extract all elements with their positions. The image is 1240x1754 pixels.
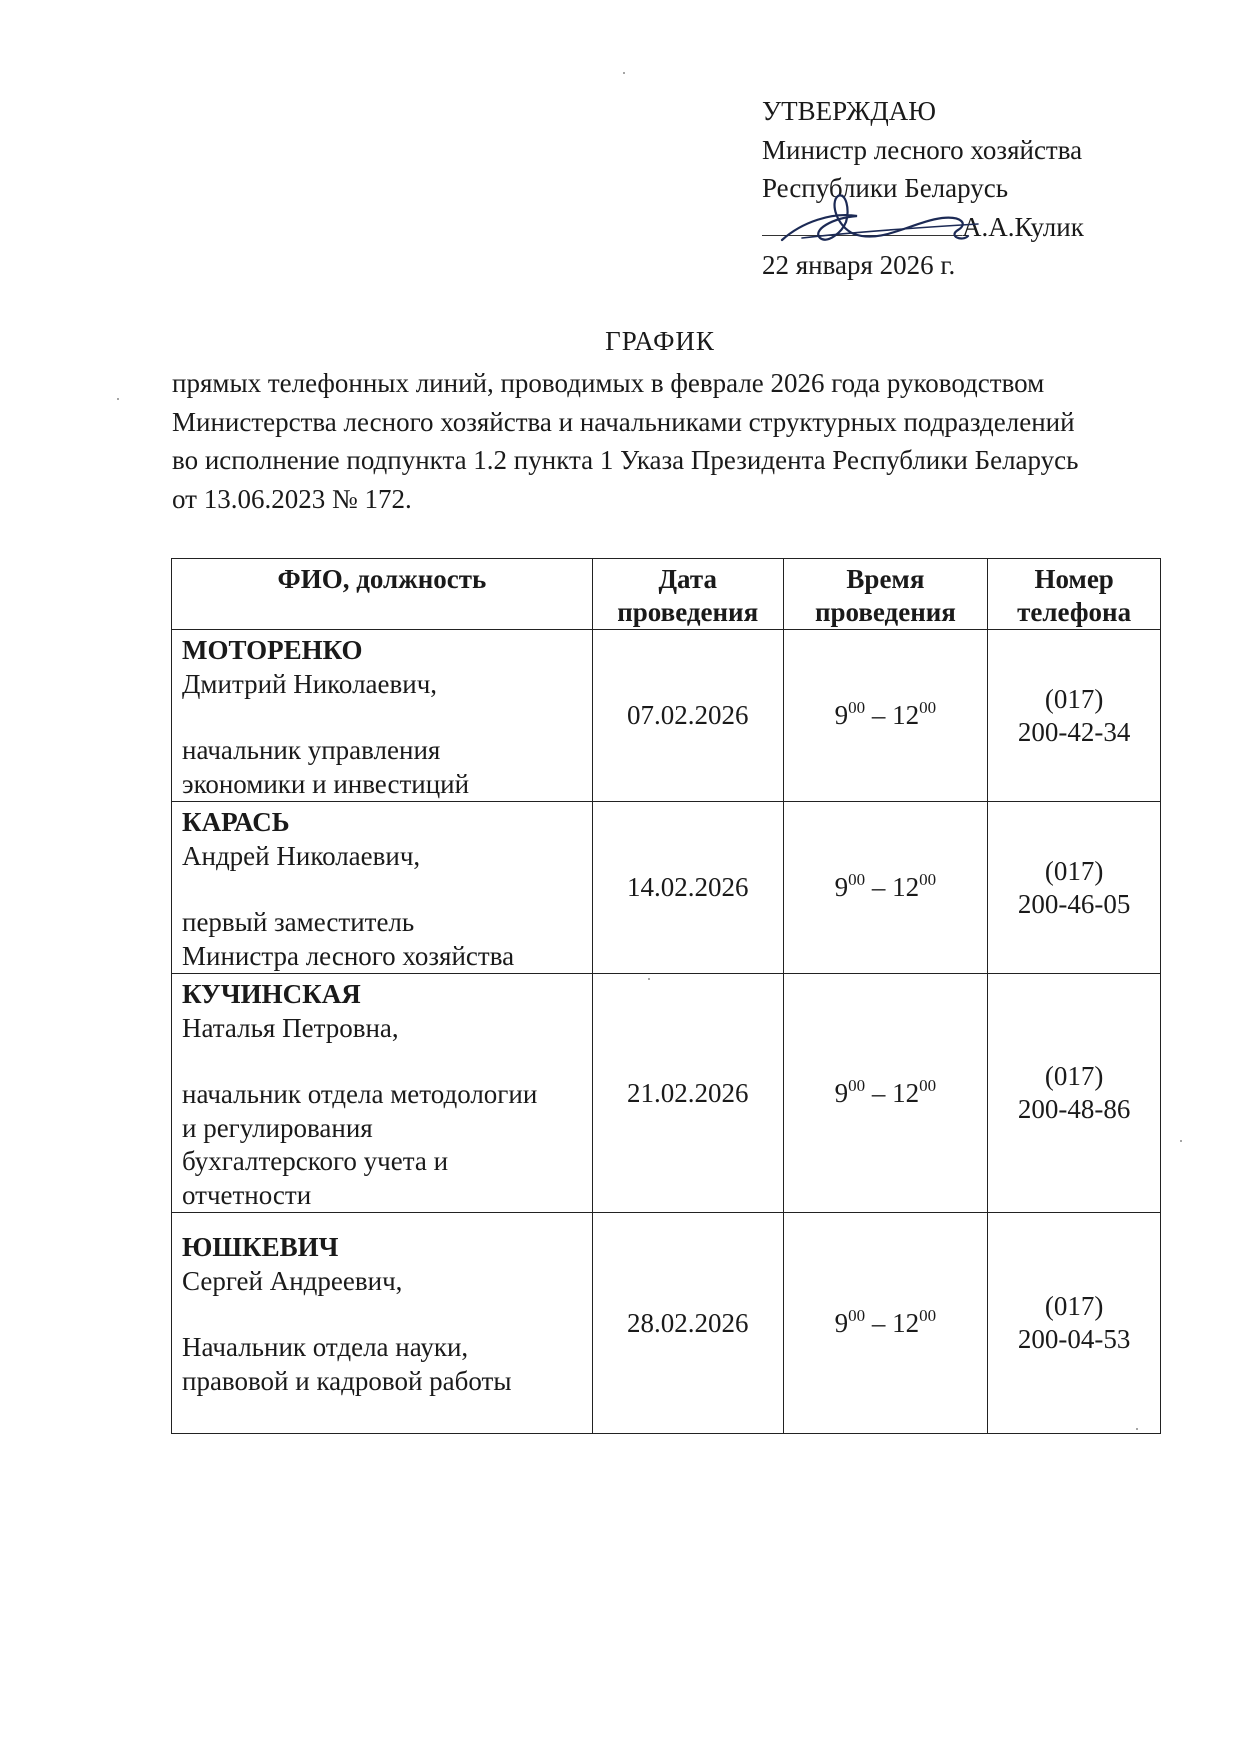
time-cell: $9^{00} - 12^{00}$: [783, 802, 988, 974]
phone-code: (017): [1044, 1291, 1104, 1321]
intro-line: во исполнение подпункта 1.2 пункта 1 Указа Президента Республики Беларусь: [172, 445, 1079, 475]
phone-cell: [988, 802, 1161, 974]
time-cell: $9^{00} - 12^{00}$: [783, 974, 988, 1213]
phone-code: (017): [1044, 855, 1104, 886]
person-position-line: Начальник отдела науки,: [182, 1332, 469, 1362]
phone-cell: [988, 1213, 1161, 1434]
phone-number: 200-46-05: [1017, 888, 1131, 919]
person-position-line: бухгалтерского учета и: [182, 1146, 449, 1176]
person-position-line: Министра лесного хозяйства: [182, 940, 515, 971]
document-title: ГРАФИК: [605, 326, 715, 356]
phone-cell: [988, 630, 1161, 802]
person-cell: [172, 802, 593, 974]
header-time: Время проведения: [783, 559, 988, 630]
table-row: [172, 974, 1161, 1213]
person-given-names: Дмитрий Николаевич,: [182, 668, 438, 699]
scan-speck: [117, 398, 119, 400]
date-cell: 14.02.2026: [592, 802, 783, 974]
scan-speck: [648, 978, 650, 980]
person-cell: [172, 630, 593, 802]
header-phone: Номер телефона: [988, 559, 1161, 630]
person-surname: МОТОРЕНКО: [182, 635, 363, 665]
approval-heading: УТВЕРЖДАЮ: [762, 96, 937, 126]
person-given-names: Наталья Петровна,: [182, 1012, 399, 1043]
person-given-names: Сергей Андреевич,: [182, 1265, 403, 1296]
person-given-names: Андрей Николаевич,: [182, 840, 421, 871]
intro-line: от 13.06.2023 № 172.: [172, 483, 412, 514]
header-name-position: ФИО, должность: [172, 559, 593, 630]
person-cell: [172, 974, 593, 1213]
person-cell: [172, 1213, 593, 1434]
document-intro: [172, 364, 1149, 518]
phone-number: 200-42-34: [1017, 716, 1131, 747]
schedule-table: [171, 558, 1161, 1434]
person-surname: ЮШКЕВИЧ: [182, 1232, 339, 1262]
handwritten-signature: [762, 182, 992, 262]
phone-number: 200-04-53: [1017, 1324, 1131, 1354]
time-cell: $9^{00} - 12^{00}$: [783, 630, 988, 802]
phone-number: 200-48-86: [1017, 1094, 1131, 1124]
approver-position-line1: Министр лесного хозяйства: [762, 134, 1083, 165]
approval-date: 22 января 2026 г.: [762, 250, 956, 280]
table-row: [172, 802, 1161, 974]
approver-position-line2: Республики Беларусь: [762, 173, 1009, 203]
date-cell: 21.02.2026: [592, 974, 783, 1213]
approver-name: А.А.Кулик: [962, 211, 1084, 242]
intro-line: Министерства лесного хозяйства и начальниками структурных подразделений: [172, 406, 1075, 437]
person-position-line: и регулирования: [182, 1112, 373, 1143]
intro-line: прямых телефонных линий, проводимых в феврале 2026 года руководством: [172, 368, 1045, 398]
scan-speck: [1180, 1140, 1182, 1142]
person-surname: КУЧИНСКАЯ: [182, 979, 361, 1009]
date-cell: 07.02.2026: [592, 630, 783, 802]
person-position-line: отчетности: [182, 1179, 312, 1210]
table-row: [172, 630, 1161, 802]
phone-cell: [988, 974, 1161, 1213]
person-position-line: правовой и кадровой работы: [182, 1365, 512, 1396]
scan-speck: [1136, 1428, 1138, 1430]
header-date: Дата проведения: [592, 559, 783, 630]
person-position-line: экономики и инвестиций: [182, 768, 470, 799]
signature-line: [762, 208, 1084, 247]
date-cell: 28.02.2026: [592, 1213, 783, 1434]
scan-speck: [623, 72, 625, 74]
approval-block: [762, 92, 1084, 285]
phone-code: (017): [1044, 683, 1104, 714]
table-header-row: [172, 559, 1161, 630]
person-position-line: первый заместитель: [182, 907, 415, 937]
person-position-line: начальник отдела методологии: [182, 1079, 538, 1109]
phone-code: (017): [1044, 1061, 1104, 1091]
table-row: [172, 1213, 1161, 1434]
time-cell: $9^{00} - 12^{00}$: [783, 1213, 988, 1434]
person-position-line: начальник управления: [182, 735, 441, 765]
person-surname: КАРАСЬ: [182, 807, 290, 837]
